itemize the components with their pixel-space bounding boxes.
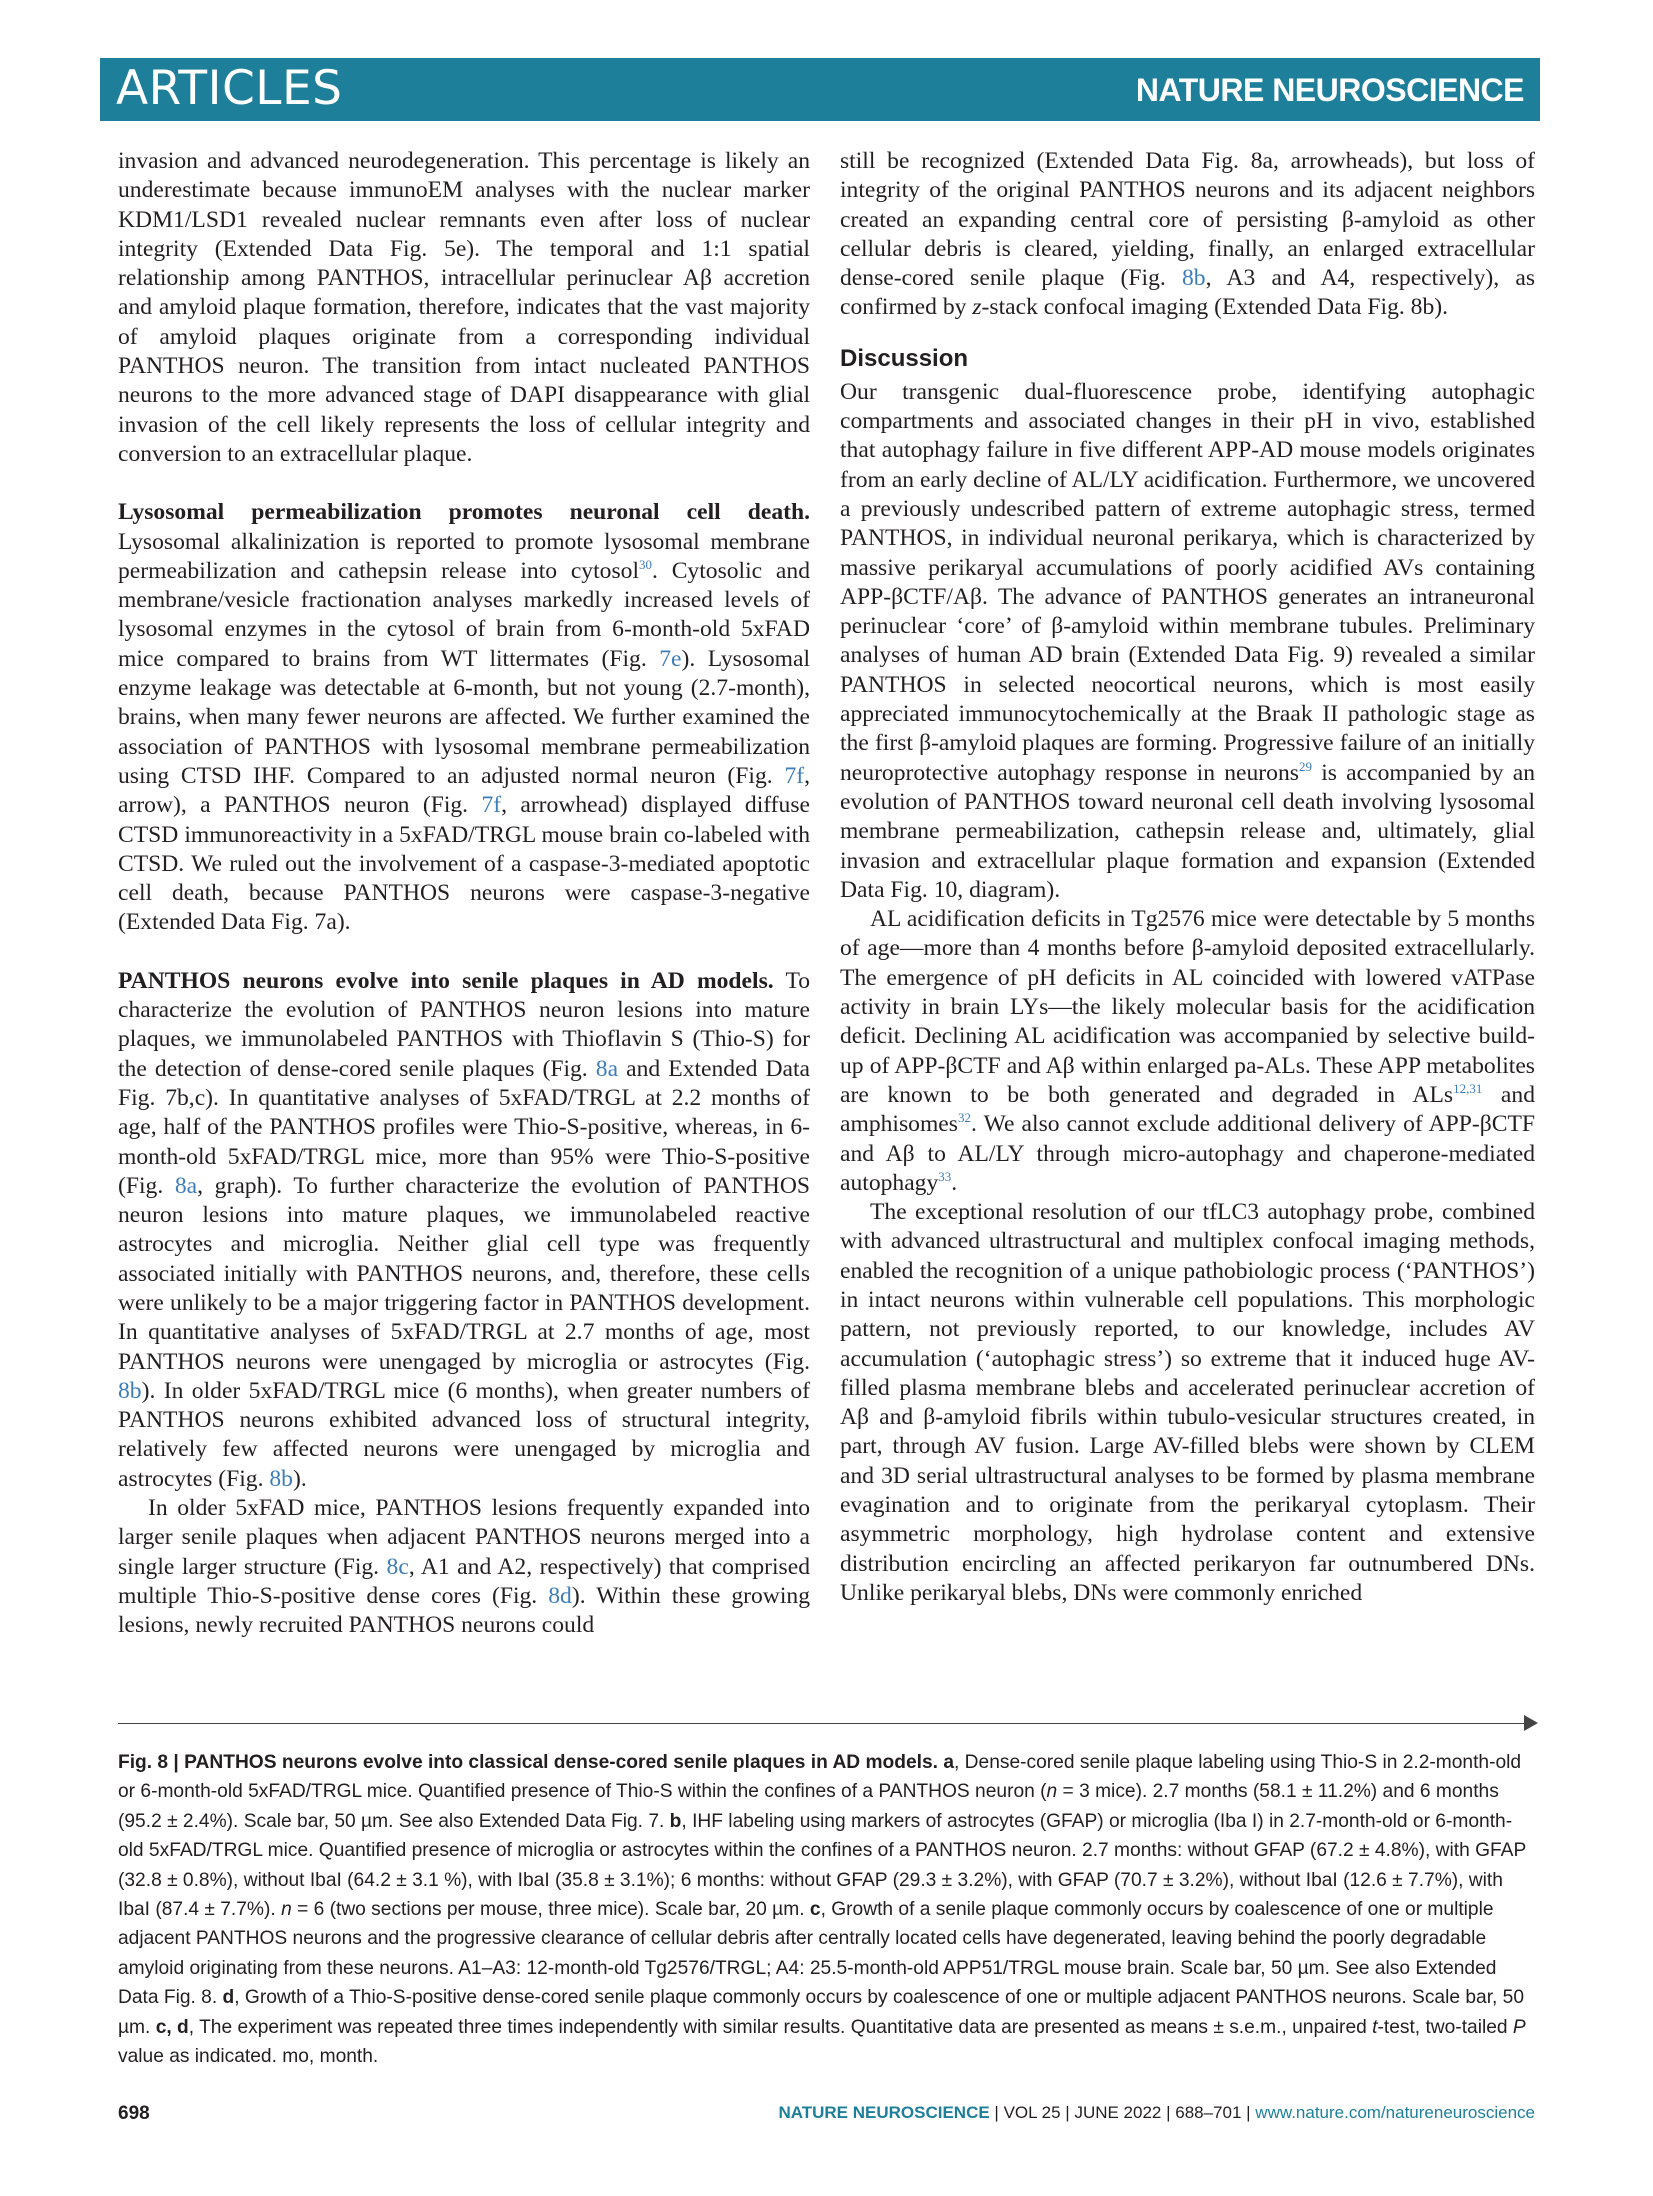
caption-text: = 3 mice). 2.7 months (58.1 ± 11.2%) and 6 months (95.2 ± 2.4%). Scale bar, 50 µm. See also Extended Data Fig. 7. [118,1781,1499,1832]
text-run: To characterize the evolution of PANTHOS neuron lesions into mature plaques, we immunolabeled PANTHOS with Thioflavin S (Thio-S) for the detection of dense-cored senile plaques (Fig. [118,967,810,1082]
text-run: . We also cannot exclude additional delivery of APP-βCTF and Aβ to AL/LY through micro-autophagy and chaperone-mediated autophagy [840,1111,1535,1196]
italic-text: n [281,1899,292,1921]
citation-link[interactable]: 12,31 [1453,1081,1483,1097]
paragraph: The exceptional resolution of our tfLC3 autophagy probe, combined with advanced ultrastructural and multiplex confocal imaging methods, enabled the recognition of a unique pathobiologic process (‘PANTHOS’) in intact neurons within vulnerable cell populations. This morphologic pattern, not previously reported, to our knowledge, includes AV accumulation (‘autophagic stress’) so extreme that it induced huge AV-filled plasma membrane blebs and accelerated perinuclear accretion of Aβ and β-amyloid fibrils within tubulo-vesicular structures created, in part, through AV fusion. Large AV-filled blebs were shown by CLEM and 3D serial ultrastructural analyses to be formed by plasma membrane evagination and to originate from the perikaryal cytoplasm. Their asymmetric morphology, high hydrolase content and extensive distribution encircling an affected perikaryon far outnumbered DNs. Unlike perikaryal blebs, DNs were commonly enriched [840,1199,1535,1606]
section-title: ARTICLES [116,61,343,116]
text-run: In older 5xFAD mice, PANTHOS lesions frequently expanded into larger senile plaques when adjacent PANTHOS neurons merged into a single larger structure (Fig. [118,1495,810,1580]
panel-label: c, d [155,2016,189,2038]
caption-divider [118,1723,1530,1724]
text-run: , A1 and A2, respectively) that comprised multiple Thio-S-positive dense cores (Fig. [118,1553,810,1609]
text-run: Our transgenic dual-fluorescence probe, identifying autophagic compartments and associated changes in their pH in vivo, established that autophagy failure in five different APP-AD mouse models originates from an early decline of AL/LY acidification. Furthermore, we uncovered a previously undescribed pattern of extreme autophagic stress, termed PANTHOS, in individual neuronal perikarya, which is characterized by massive perikaryal accumulations of poorly acidified AVs containing APP-βCTF/Aβ. The advance of PANTHOS generates an intraneuronal perinuclear ‘core’ of β-amyloid within membrane tubules. Preliminary analyses of human AD brain (Extended Data Fig. 9) revealed a similar PANTHOS in selected neocortical neurons, which is most easily appreciated immunocytochemically at the Braak II pathologic stage as the first β-amyloid plaques are forming. Progressive failure of an initially neuroprotective autophagy response in neurons [840,378,1535,786]
paragraph [840,905,1535,1198]
paragraph [840,147,1535,323]
text-run: , arrow), a PANTHOS neuron (Fig. [118,762,810,819]
paragraph [840,378,1535,905]
paragraph [118,498,810,937]
caption-text: , IHF labeling using markers of astrocytes (GFAP) or microglia (Iba I) in 2.7-month-old or 6-month-old 5xFAD/TRGL mice. Quantified presence of microglia or astrocytes within the confines of a PANTHOS neuron. 2.7 months: without GFAP (67.2 ± 4.8%), with GFAP (32.8 ± 0.8%), without IbaI (64.2 ± 3.1 %), with IbaI (35.8 ± 3.1%); 6 months: without GFAP (29.3 ± 3.2%), with GFAP (70.7 ± 3.2%), without IbaI (12.6 ± 7.7%), with IbaI (87.4 ± 7.7%). [118,1810,1526,1921]
text-run: , graph). To further characterize the evolution of PANTHOS neuron lesions into mature plaques, we immunolabeled reactive astrocytes and microglia. Neither glial cell type was frequently associated initially with PANTHOS neurons, and, therefore, these cells were unlikely to be a major triggering factor in PANTHOS development. In quantitative analyses of 5xFAD/TRGL at 2.7 months of age, most PANTHOS neurons were unengaged by microglia or astrocytes (Fig. [118,1172,810,1375]
caption-text: value as indicated. mo, month. [118,2046,379,2068]
italic-text: z [972,294,982,321]
figure-link[interactable]: 8a [595,1055,619,1082]
panel-label: d [222,1987,235,2009]
text-run: , arrowhead) displayed diffuse CTSD immunoreactivity in a 5xFAD/TRGL mouse brain co-labeled with CTSD. We ruled out the involvement of a caspase-3-mediated apoptotic cell death, because PANTHOS neurons were caspase-3-negative (Extended Data Fig. 7a). [118,792,810,936]
section-heading: PANTHOS neurons evolve into senile plaques in AD models. [118,967,774,994]
journal-url-link[interactable]: www.nature.com/natureneuroscience [1255,2103,1535,2122]
text-run: is accompanied by an evolution of PANTHOS toward neuronal cell death involving lysosomal membrane permeabilization, cathepsin release and, ultimately, glial invasion and extracellular plaque formation and expansion (Extended Data Fig. 10, diagram). [840,759,1535,903]
citation-link[interactable]: 33 [938,1168,952,1184]
caption-text: , The experiment was repeated three times independently with similar results. Quantitative data are presented as means ± s.e.m., unpaired [188,2016,1373,2038]
text-run: Lysosomal alkalinization is reported to promote lysosomal membrane permeabilization and cathepsin release into cytosol [118,528,810,584]
panel-label: a [943,1752,955,1773]
footer-citation [778,2103,1535,2123]
paragraph [118,1494,810,1640]
figure-link[interactable]: 8d [548,1582,572,1609]
text-run: ). Within these growing lesions, newly recruited PANTHOS neurons could [118,1582,810,1639]
figure-link[interactable]: 8c [386,1553,409,1580]
figure-link[interactable]: 7e [659,645,682,672]
italic-text: t [1372,2016,1378,2038]
panel-label: b [669,1810,682,1832]
text-run: ). [292,1465,307,1492]
figure-link[interactable]: 8b [1182,265,1206,292]
text-run: ). In older 5xFAD/TRGL mice (6 months), when greater numbers of PANTHOS neurons exhibited advanced loss of structural integrity, relatively few affected neurons were unengaged by microglia and astrocytes (Fig. [118,1377,810,1492]
footer-journal: NATURE NEUROSCIENCE [778,2103,990,2122]
figure-link[interactable]: 8b [269,1465,293,1492]
caption-label: Fig. 8 | PANTHOS neurons evolve into classical dense-cored senile plaques in AD models. [118,1752,938,1773]
figure-link[interactable]: 7f [481,792,502,819]
citation-link[interactable]: 29 [1298,758,1312,774]
left-column [118,147,810,1641]
citation-link[interactable]: 32 [957,1110,971,1126]
text-run: and amphisomes [840,1081,1535,1138]
paragraph: invasion and advanced neurodegeneration. This percentage is likely an underestimate because immunoEM analyses with the nuclear marker KDM1/LSD1 revealed nuclear remnants even after loss of nuclear integrity (Extended Data Fig. 5e). The temporal and 1:1 spatial relationship among PANTHOS, intracellular perinuclear Aβ accretion and amyloid plaque formation, therefore, indicates that the vast majority of amyloid plaques originate from a corresponding individual PANTHOS neuron. The transition from intact nucleated PANTHOS neurons to the more advanced stage of DAPI disappearance with glial invasion of the cell likely represents the loss of cellular integrity and conversion to an extracellular plaque. [118,148,810,467]
text-run: and Extended Data Fig. 7b,c). In quantitative analyses of 5xFAD/TRGL at 2.2 months of age, half of the PANTHOS profiles were Thio-S-positive, whereas, in 6-month-old 5xFAD/TRGL mice, more than 95% were Thio-S-positive (Fig. [118,1055,810,1199]
text-run: . Cytosolic and membrane/vesicle fractionation analyses markedly increased levels of lysosomal enzymes in the cytosol of brain from 6-month-old 5xFAD mice compared to brains from WT littermates (Fig. [118,557,810,672]
right-column [840,147,1535,1608]
caption-text: , Growth of a Thio-S-positive dense-cored senile plaque commonly occurs by coalescence of one or multiple adjacent PANTHOS neurons. Scale bar, 50 µm. [118,1987,1525,2038]
italic-text: P [1512,2016,1526,2038]
citation-link[interactable]: 30 [639,557,652,572]
page-number: 698 [118,2103,150,2124]
panel-label: c [809,1899,821,1921]
italic-text: n [1046,1781,1058,1803]
text-run: -stack confocal imaging (Extended Data Fig. 8b). [981,294,1449,321]
paragraph [118,967,810,1494]
text-run: ). Lysosomal enzyme leakage was detectable at 6-month, but not young (2.7-month), brains, when many fewer neurons are affected. We further examined the association of PANTHOS with lysosomal membrane permeabilization using CTSD IHF. Compared to an adjusted normal neuron (Fig. [118,645,810,789]
text-run: , A3 and A4, respectively), as confirmed by [840,265,1535,321]
continue-arrow-icon [1524,1715,1538,1731]
figure-caption [118,1748,1533,2071]
header-bar [100,58,1540,121]
journal-title: NATURE NEUROSCIENCE [1135,72,1524,108]
caption-text: , Growth of a senile plaque commonly occurs by coalescence of one or multiple adjacent PANTHOS neurons and the progressive clearance of cellular debris after centrally located cells have degenerated, leaving behind the poorly degradable amyloid originating from these neurons. A1–A3: 12-month-old Tg2576/TRGL; A4: 25.5-month-old APP51/TRGL mouse brain. Scale bar, 50 µm. See also Extended Data Fig. 8. [118,1899,1497,2009]
figure-link[interactable]: 7f [784,762,805,789]
caption-text: = 6 (two sections per mouse, three mice). Scale bar, 20 µm. [291,1899,810,1921]
discussion-heading: Discussion [840,344,969,372]
text-run: . [951,1169,958,1196]
caption-text: , Dense-cored senile plaque labeling using Thio-S in 2.2-month-old or 6-month-old 5xFAD/TRGL mice. Quantified presence of Thio-S within the confines of a PANTHOS neuron ( [118,1752,1522,1803]
footer-volume: | VOL 25 | JUNE 2022 | 688–701 | [989,2103,1256,2122]
caption-text: -test, two-tailed [1377,2016,1513,2038]
section-heading: Lysosomal permeabilization promotes neuronal cell death. [118,499,810,526]
text-run: still be recognized (Extended Data Fig. 8a, arrowheads), but loss of integrity of the original PANTHOS neurons and its adjacent neighbors created an expanding central core of persisting β-amyloid as other cellular debris is cleared, yielding, finally, an enlarged extracellular dense-cored senile plaque (Fig. [840,148,1535,292]
text-run: AL acidification deficits in Tg2576 mice were detectable by 5 months of age—more than 4 months before β-amyloid deposited extracellularly. The emergence of pH deficits in AL coincided with lowered vATPase activity in brain LYs—the likely molecular basis for the acidification deficit. Declining AL acidification was accompanied by selective build-up of APP-βCTF and Aβ within enlarged pa-ALs. These APP metabolites are known to be both generated and degraded in ALs [840,906,1535,1108]
figure-link[interactable]: 8a [174,1172,198,1199]
figure-link[interactable]: 8b [118,1377,142,1404]
